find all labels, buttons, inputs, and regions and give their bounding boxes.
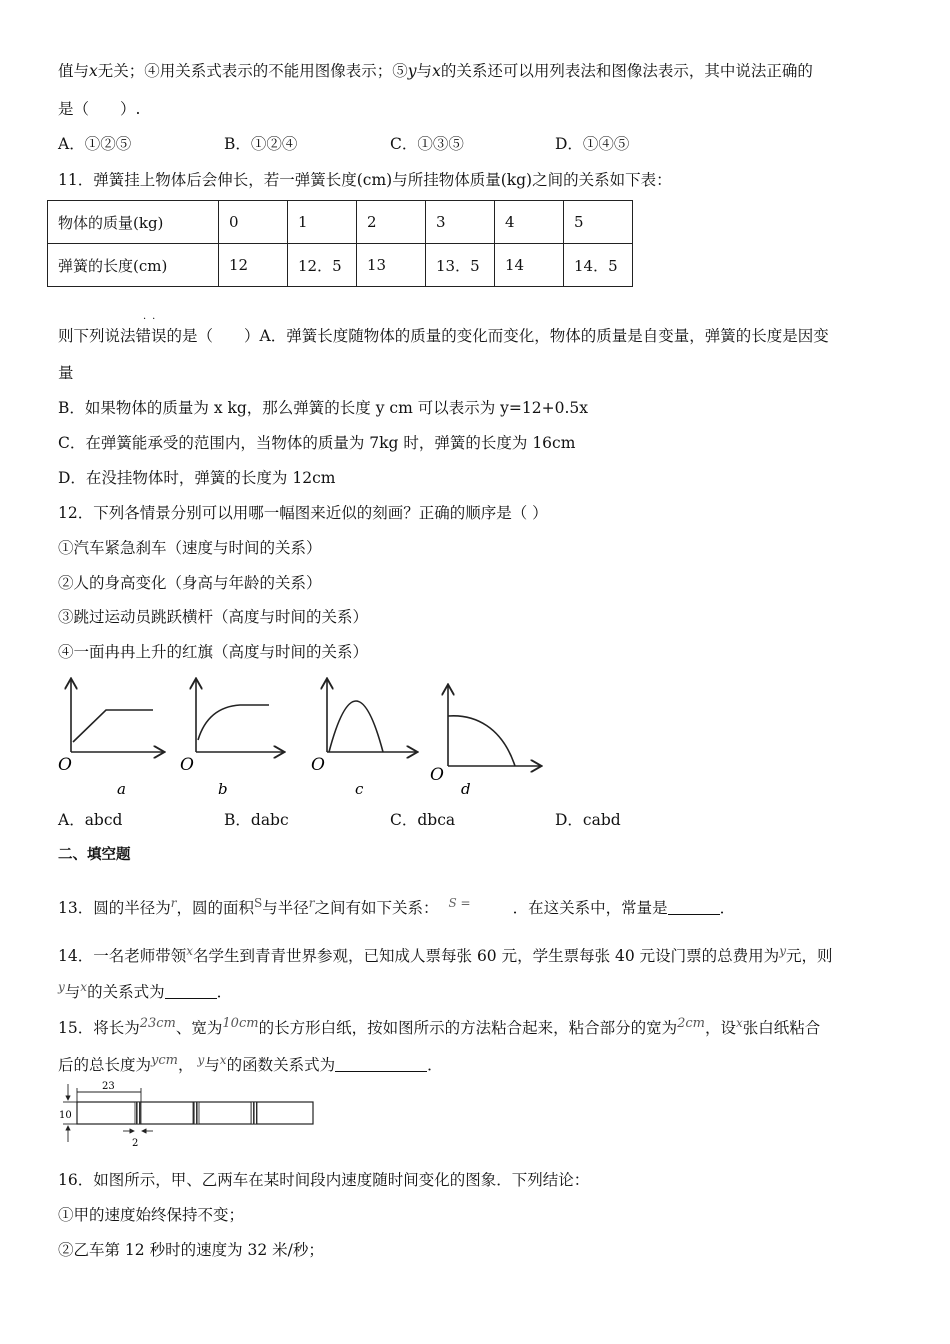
answer-blank[interactable] xyxy=(165,982,217,999)
q10-text: 的关系还可以用列表法和图像法表示，其中说法正确的 xyxy=(440,62,813,80)
var-y: y xyxy=(779,944,786,958)
q13-text: ，圆的面积 xyxy=(176,899,254,918)
q15-text: 15．将长为 xyxy=(58,1019,140,1038)
answer-blank[interactable] xyxy=(668,898,720,915)
q13-text: 13．圆的半径为 xyxy=(58,899,171,918)
q12-item: ①汽车紧急刹车（速度与时间的关系） xyxy=(58,539,322,557)
q14-text: 名学生到青青世界参观，已知成人票每张 60 元，学生票每张 40 元设门票的总费用为 xyxy=(193,947,780,966)
q10-option-d[interactable]: D．①④⑤ xyxy=(555,135,630,153)
q14-text: 的关系式为 xyxy=(87,983,165,1002)
q10-option-a[interactable]: A．①②⑤ xyxy=(58,135,132,153)
curve-c xyxy=(329,701,383,752)
graph-b xyxy=(180,680,283,798)
q14-line1 xyxy=(58,941,832,966)
q15-text: ． xyxy=(427,1056,443,1075)
graph-label-c: c xyxy=(355,780,364,798)
q14-text: 元，则 xyxy=(785,947,833,966)
var-y: y xyxy=(407,62,417,80)
q11-option-d[interactable]: D．在没挂物体时，弹簧的长度为 12cm xyxy=(58,469,336,487)
dim-label-length: 23 xyxy=(102,1081,115,1092)
q10-option-c[interactable]: C．①③⑤ xyxy=(390,135,464,153)
q15-text: ， xyxy=(177,1056,194,1075)
q13-text: 与半径 xyxy=(262,899,309,918)
q15-text: 、宽为 xyxy=(175,1019,223,1038)
q16-item: ②乙车第 12 秒时的速度为 32 米/秒； xyxy=(58,1241,324,1259)
q15-figure xyxy=(55,1078,325,1150)
graph-label-a: a xyxy=(117,780,126,798)
length-value: 23cm xyxy=(139,1016,176,1031)
q10-line2: 是（ ）. xyxy=(58,100,141,118)
table-cell: 0 xyxy=(219,201,288,244)
table-cell: 2 xyxy=(357,201,426,244)
q10-line1 xyxy=(58,61,813,81)
section-title: 二、填空题 xyxy=(58,847,131,863)
q15-text: 与 xyxy=(204,1056,220,1075)
q11-stem: 11．弹簧挂上物体后会伸长，若一弹簧长度(cm)与所挂物体质量(kg)之间的关系如下表： xyxy=(58,171,672,189)
q12-option-b[interactable]: B．dabc xyxy=(224,811,289,829)
graph-c xyxy=(311,680,416,798)
curve-a xyxy=(73,710,153,742)
q15-text: 后的总长度为 xyxy=(58,1056,152,1075)
q15-line2 xyxy=(58,1050,443,1075)
var-x: x xyxy=(80,980,88,994)
q15-text: ，设 xyxy=(704,1019,736,1038)
glue-strip xyxy=(251,1102,257,1124)
table-row xyxy=(48,244,633,287)
var-x: x xyxy=(219,1053,227,1067)
q14-text: 与 xyxy=(64,983,81,1002)
q12-item: ②人的身高变化（身高与年龄的关系） xyxy=(58,574,322,592)
formula: S = xyxy=(448,896,471,910)
q10-text: 无关；④用关系式表示的不能用图像表示；⑤ xyxy=(97,62,408,80)
var-y: y xyxy=(197,1053,205,1067)
table-header-cell: 弹簧的长度(cm) xyxy=(48,244,219,287)
table-cell: 14．5 xyxy=(564,244,633,287)
q14-text: 14．一名老师带领 xyxy=(58,947,187,966)
table-cell: 12 xyxy=(219,244,288,287)
q12-graphs xyxy=(50,672,560,804)
table-cell: 13 xyxy=(357,244,426,287)
dim-label-glue: 2 xyxy=(132,1138,139,1149)
curve-d xyxy=(448,716,515,766)
origin-label: O xyxy=(311,755,325,775)
q13-text: ． xyxy=(719,899,736,918)
q13-line xyxy=(58,893,735,918)
q10-text: 值与 xyxy=(58,62,90,80)
var-y: y xyxy=(58,980,65,994)
q16-item: ①甲的速度始终保持不变； xyxy=(58,1206,245,1224)
graph-label-b: b xyxy=(218,780,228,798)
q11-option-b[interactable]: B．如果物体的质量为 x kg，那么弹簧的长度 y cm 可以表示为 y=12+0.5x xyxy=(58,399,588,417)
emphasis-dots: ·· xyxy=(143,314,162,325)
q12-item: ③跳过运动员跳跃横杆（高度与时间的关系） xyxy=(58,608,369,626)
q14-line2 xyxy=(58,977,232,1002)
glue-value: 2cm xyxy=(677,1016,705,1031)
q15-text: 张白纸粘合 xyxy=(742,1019,821,1038)
table-cell: 5 xyxy=(564,201,633,244)
q13-text: ．在这关系中，常量是 xyxy=(512,899,668,918)
q12-option-c[interactable]: C．dbca xyxy=(390,811,456,829)
var-x: x xyxy=(186,944,194,958)
q15-text: 的长方形白纸，按如图所示的方法粘合起来，粘合部分的宽为 xyxy=(258,1019,678,1038)
q14-text: ． xyxy=(216,983,233,1002)
table-row xyxy=(48,201,633,244)
table-cell: 13．5 xyxy=(426,244,495,287)
q11-option-a-cont: 量 xyxy=(58,364,74,382)
table-cell: 1 xyxy=(288,201,357,244)
q10-option-b[interactable]: B．①②④ xyxy=(224,135,298,153)
table-cell: 3 xyxy=(426,201,495,244)
var-r: r xyxy=(170,896,177,910)
var-ycm: ycm xyxy=(151,1053,178,1068)
answer-blank[interactable] xyxy=(335,1055,427,1072)
table-cell: 12．5 xyxy=(288,244,357,287)
table-header-cell: 物体的质量(kg) xyxy=(48,201,219,244)
q15-text: 的函数关系式为 xyxy=(226,1056,336,1075)
var-S: S xyxy=(254,896,263,910)
dim-label-width: 10 xyxy=(59,1110,72,1121)
curve-b xyxy=(198,705,269,740)
table-cell: 14 xyxy=(495,244,564,287)
origin-label: O xyxy=(180,755,194,775)
q12-option-a[interactable]: A．abcd xyxy=(58,811,123,829)
q13-text: 之间有如下关系： xyxy=(314,899,439,918)
q12-stem: 12．下列各情景分别可以用哪一幅图来近似的刻画？正确的顺序是（ ） xyxy=(58,504,548,522)
var-r: r xyxy=(308,896,315,910)
q11-option-c[interactable]: C．在弹簧能承受的范围内，当物体的质量为 7kg 时，弹簧的长度为 16cm xyxy=(58,434,576,452)
q12-option-d[interactable]: D．cabd xyxy=(555,811,621,829)
origin-label: O xyxy=(430,765,444,785)
q12-item: ④一面冉冉上升的红旗（高度与时间的关系） xyxy=(58,643,369,661)
glue-strip xyxy=(193,1102,199,1124)
graph-a xyxy=(58,680,163,798)
table-cell: 4 xyxy=(495,201,564,244)
glue-strip xyxy=(135,1102,141,1124)
q16-stem: 16．如图所示，甲、乙两车在某时间段内速度随时间变化的图象．下列结论： xyxy=(58,1171,590,1189)
q10-text: 与 xyxy=(416,62,433,80)
q15-line1 xyxy=(58,1013,820,1038)
var-x: x xyxy=(735,1016,743,1030)
var-x: x xyxy=(89,62,98,80)
width-value: 10cm xyxy=(222,1016,259,1031)
var-x: x xyxy=(432,62,441,80)
graph-label-d: d xyxy=(461,780,471,798)
origin-label: O xyxy=(58,755,72,775)
graph-d xyxy=(430,686,540,798)
q11-option-a[interactable]: 则下列说法错误的是（ ）A．弹簧长度随物体的质量的变化而变化，物体的质量是自变量，弹簧的长度是因变 xyxy=(58,327,829,345)
q11-table xyxy=(47,200,633,287)
